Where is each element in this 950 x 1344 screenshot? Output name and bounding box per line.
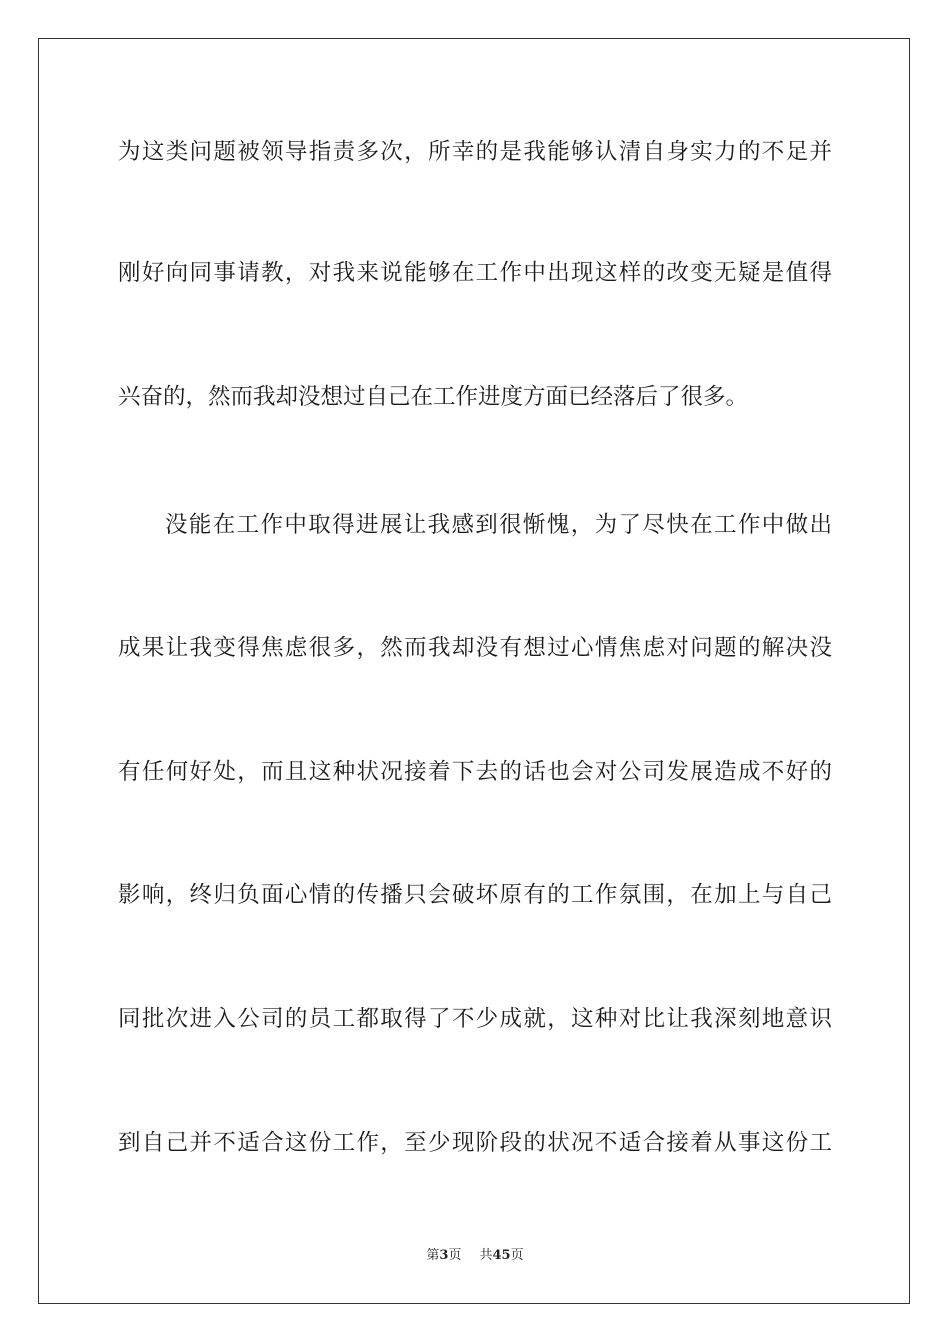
text-line: 成果让我变得焦虑很多，然而我却没有想过心情焦虑对问题的解决没 xyxy=(118,635,832,661)
text-line: 刚好向同事请教，对我来说能够在工作中出现这样的改变无疑是值得 xyxy=(118,260,832,286)
text-line: 兴奋的，然而我却没想过自己在工作进度方面已经落后了很多。 xyxy=(118,384,749,410)
total-suffix: 页 xyxy=(510,1248,524,1263)
total-prefix: 共 xyxy=(479,1248,493,1263)
text-line: 同批次进入公司的员工都取得了不少成就，这种对比让我深刻地意识 xyxy=(118,1006,832,1032)
page-footer xyxy=(0,1247,950,1265)
paragraph-first-line: 没能在工作中取得进展让我感到很惭愧，为了尽快在工作中做出 xyxy=(165,512,832,538)
text-line: 到自己并不适合这份工作，至少现阶段的状况不适合接着从事这份工 xyxy=(118,1130,832,1156)
text-line: 有任何好处，而且这种状况接着下去的话也会对公司发展造成不好的 xyxy=(118,759,832,785)
total-pages: 45 xyxy=(492,1248,511,1263)
page-number: 3 xyxy=(439,1248,449,1263)
text-line: 为这类问题被领导指责多次，所幸的是我能够认清自身实力的不足并 xyxy=(118,139,832,165)
page-border xyxy=(38,38,910,1304)
page-prefix: 第 xyxy=(426,1248,440,1263)
text-line: 影响，终归负面心情的传播只会破坏原有的工作氛围，在加上与自己 xyxy=(118,882,832,908)
page-suffix: 页 xyxy=(448,1248,462,1263)
